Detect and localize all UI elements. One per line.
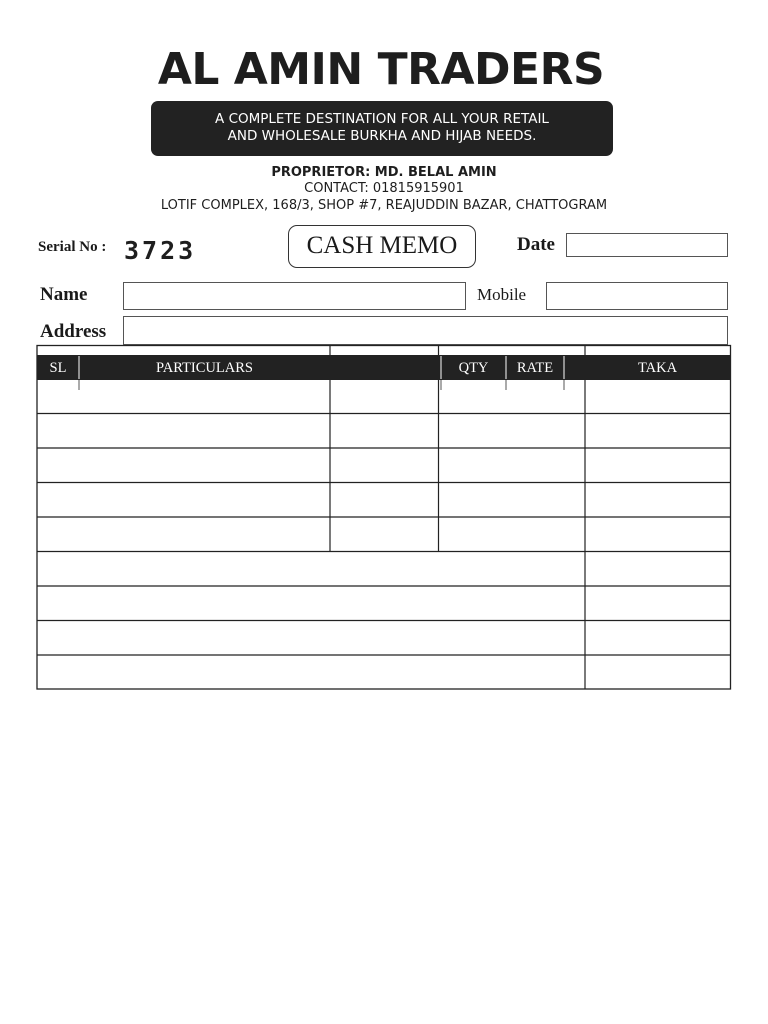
address-label: Address	[40, 321, 107, 342]
contact-text: CONTACT: 01815915901	[304, 181, 464, 196]
header-ticks	[79, 380, 564, 390]
column-header-particulars: PARTICULARS	[156, 360, 253, 376]
column-header-rate: RATE	[516, 360, 554, 376]
mobile-label: Mobile	[477, 285, 527, 304]
column-header-sl: SL	[49, 360, 67, 376]
memo-title: CASH MEMO	[288, 225, 476, 268]
table-row-lines	[37, 414, 731, 656]
column-header-qty: QTY	[458, 360, 489, 376]
company-name: AL AMIN TRADERS	[157, 44, 605, 95]
shop-address-text: LOTIF COMPLEX, 168/3, SHOP #7, REAJUDDIN BAZAR, CHATTOGRAM	[160, 198, 608, 213]
tagline-line-1: A COMPLETE DESTINATION FOR ALL YOUR RETAIL	[215, 111, 549, 127]
proprietor-text: PROPRIETOR: MD. BELAL AMIN	[271, 165, 497, 180]
tagline-line-2: AND WHOLESALE BURKHA AND HIJAB NEEDS.	[227, 128, 537, 144]
serial-label: Serial No :	[38, 239, 107, 255]
date-label: Date	[517, 234, 555, 255]
serial-number: 3723	[124, 236, 197, 265]
name-label: Name	[40, 284, 88, 305]
column-header-taka: TAKA	[637, 360, 678, 376]
